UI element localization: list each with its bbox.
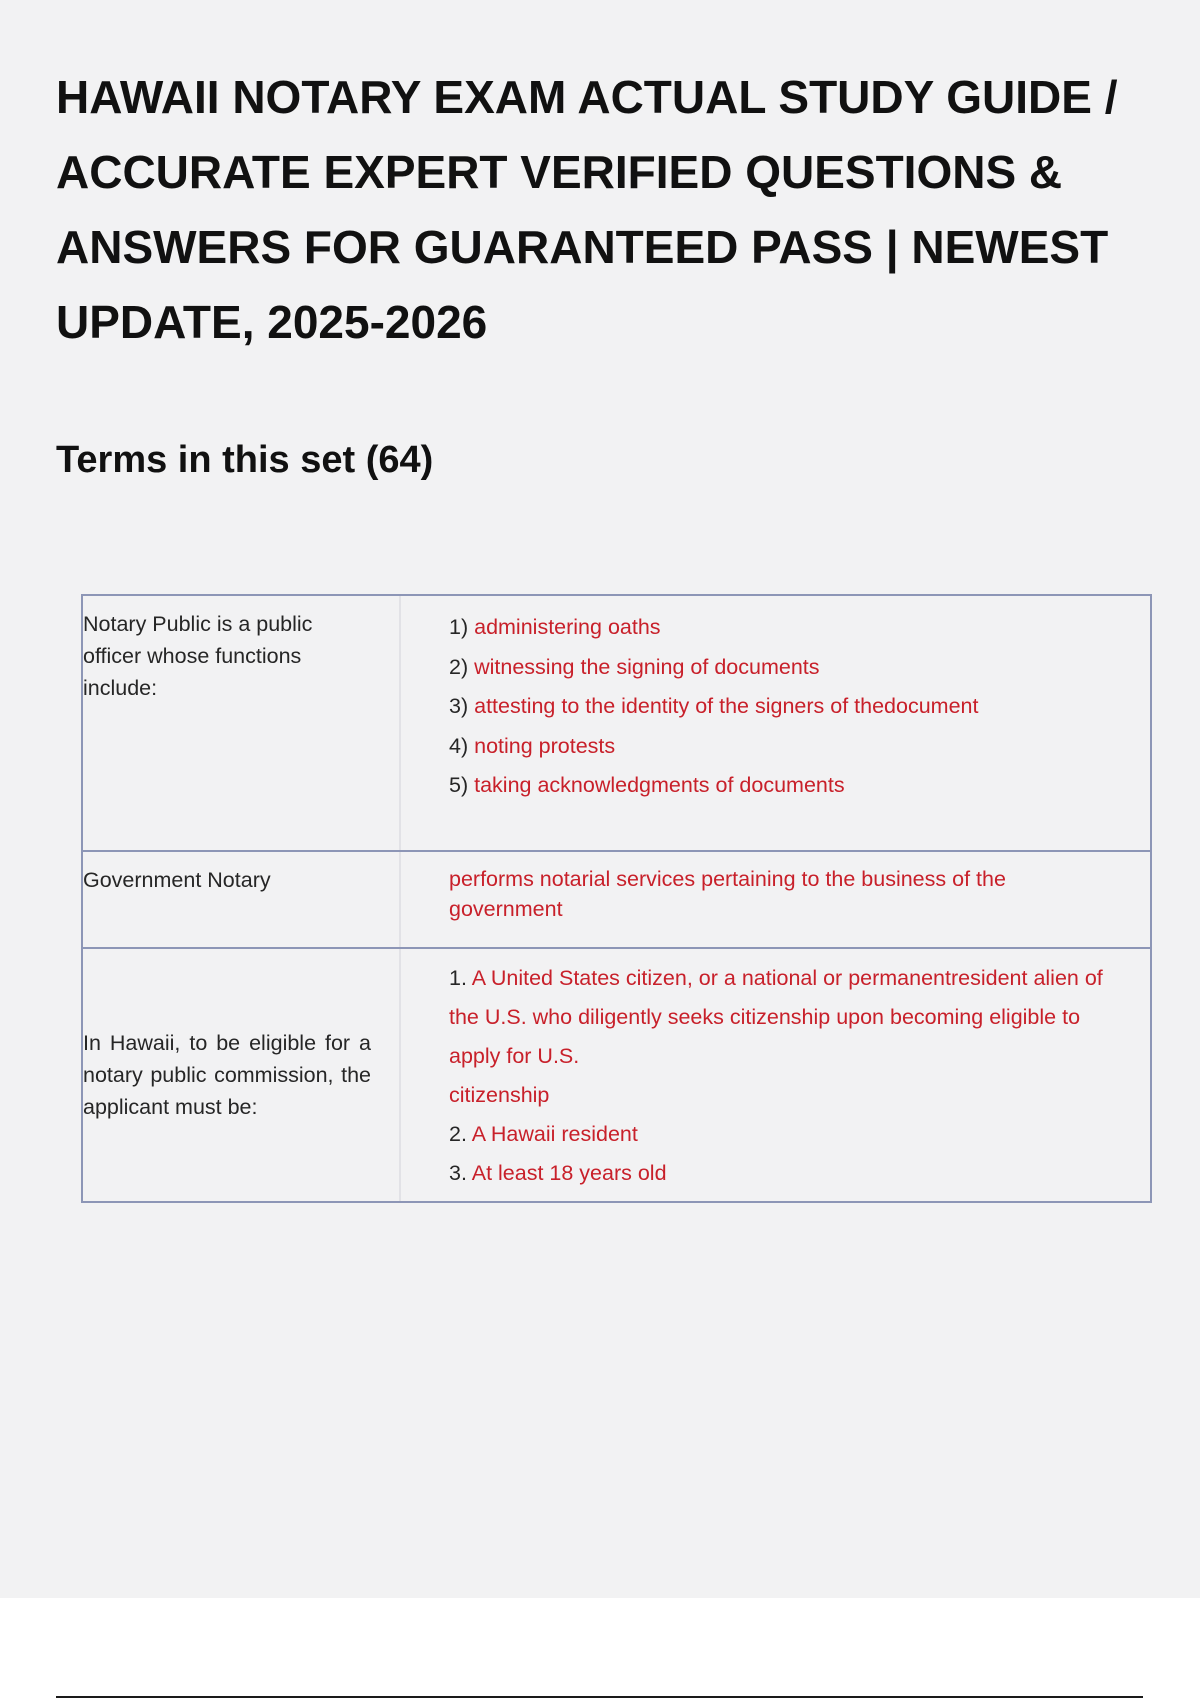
item-number: 3) (449, 694, 469, 718)
item-number: 3. (449, 1161, 467, 1185)
item-text: attesting to the identity of the signers of thedocument (474, 694, 979, 718)
definition-item (449, 1076, 1110, 1115)
item-number: 2) (449, 654, 469, 679)
definition-item (449, 1115, 1110, 1154)
definition-list (449, 959, 1110, 1193)
definition-list (449, 608, 1110, 806)
definition-item (449, 687, 1110, 727)
item-text: administering oaths (474, 615, 661, 639)
item-text: citizenship (449, 1083, 550, 1107)
terms-count-heading: Terms in this set (64) (56, 439, 434, 481)
term-cell: Notary Public is a public officer whose functions include: (83, 596, 401, 850)
definition-cell (401, 949, 1150, 1201)
definition-item (449, 727, 1110, 767)
term-row (83, 949, 1150, 1201)
item-number: 2. (449, 1122, 467, 1146)
item-number: 1. (449, 966, 467, 990)
document-title: HAWAII NOTARY EXAM ACTUAL STUDY GUIDE / ACCURATE EXPERT VERIFIED QUESTIONS & ANSWERS FOR GUARANTEED PASS | NEWEST UPDATE, 2025-2026 (56, 71, 1118, 348)
item-text: A United States citizen, or a national or permanentresident alien of the U.S. who diligently seeks citizenship upon becoming eligible to apply for U.S. (449, 966, 1103, 1068)
item-text: noting protests (474, 733, 616, 758)
definition-item (449, 959, 1110, 1076)
term-cell: Government Notary (83, 852, 401, 947)
terms-table (81, 594, 1152, 1203)
item-text: witnessing the signing of documents (474, 654, 820, 679)
definition-item (449, 1154, 1110, 1193)
item-number: 1) (449, 615, 469, 639)
item-text: A Hawaii resident (471, 1122, 638, 1146)
definition-item (449, 648, 1110, 688)
definition-cell: performs notarial services pertaining to the business of the government (449, 867, 1006, 921)
item-text: At least 18 years old (471, 1161, 667, 1185)
term-text: In Hawaii, to be eligible for a notary public commission, the applicant must be: (83, 1031, 371, 1119)
item-number: 5) (449, 773, 469, 797)
definition-item (449, 766, 1110, 806)
definition-item (449, 608, 1110, 648)
item-number: 4) (449, 733, 469, 758)
term-cell (83, 949, 401, 1201)
term-row (83, 852, 1150, 949)
definition-cell (401, 596, 1150, 850)
term-row (83, 596, 1150, 852)
item-text: taking acknowledgments of documents (474, 773, 845, 797)
footer-divider (56, 1696, 1143, 1698)
